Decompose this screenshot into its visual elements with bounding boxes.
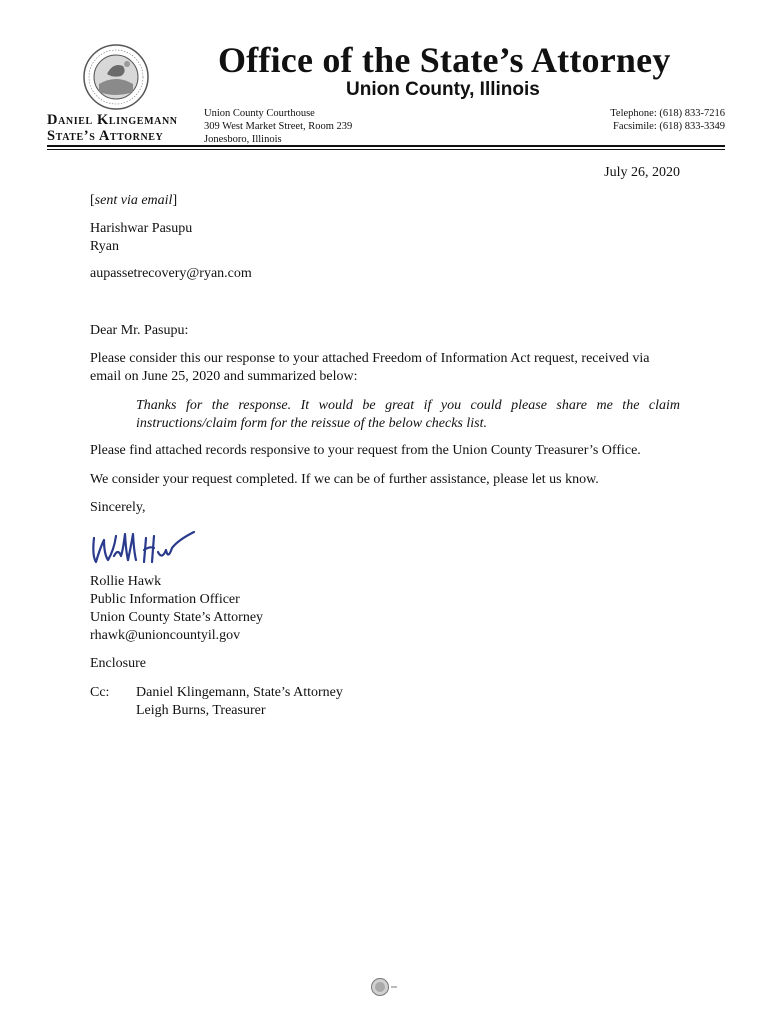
quoted-request: Thanks for the response. It would be great if you could please share me the claim instructions/claim form for the reissue of the below checks list. [136, 398, 680, 431]
cc-list [136, 684, 343, 720]
recipient-block [90, 220, 680, 256]
signer-email: rhawk@unioncountyil.gov [90, 628, 241, 643]
office-address [204, 107, 352, 146]
signer-name: Rollie Hawk [90, 574, 162, 589]
salutation: Dear Mr. Pasupu: [90, 323, 189, 338]
recipient-name: Harishwar Pasupu [90, 221, 193, 236]
footer-seal-icon [370, 977, 400, 997]
signer-block [90, 573, 680, 645]
state-seal-logo [83, 44, 149, 110]
states-attorney-title: State’s Attorney [47, 128, 164, 144]
telephone: Telephone: (618) 833-7216 [610, 108, 725, 119]
page-title: Office of the State’s Attorney [218, 40, 671, 80]
delivery-method: sent via email [94, 193, 173, 208]
letter-date: July 26, 2020 [604, 165, 680, 180]
signer-office: Union County State’s Attorney [90, 610, 264, 625]
delivery-note: [sent via email] [90, 193, 178, 208]
page-subtitle: Union County, Illinois [346, 79, 540, 100]
address-line: Union County Courthouse [204, 108, 315, 119]
enclosure-note: Enclosure [90, 656, 146, 671]
handwritten-signature [88, 526, 200, 570]
contact-numbers [610, 107, 725, 133]
closing: Sincerely, [90, 500, 146, 515]
header-rule [47, 145, 725, 147]
cc-recipient: Leigh Burns, Treasurer [136, 703, 266, 718]
cc-recipient: Daniel Klingemann, State’s Attorney [136, 685, 343, 700]
recipient-email: aupassetrecovery@ryan.com [90, 266, 252, 281]
paragraph-completed: We consider your request completed. If we can be of further assistance, please let us know. [90, 472, 599, 487]
signer-title: Public Information Officer [90, 592, 240, 607]
cc-label: Cc: [90, 685, 110, 700]
facsimile: Facsimile: (618) 833-3349 [613, 121, 725, 132]
states-attorney-name: Daniel Klingemann [47, 112, 178, 128]
header-rule-thin [47, 149, 725, 150]
address-line: Jonesboro, Illinois [204, 134, 282, 145]
paragraph-intro: Please consider this our response to your attached Freedom of Information Act request, received via email on June 25, 2020 and summarized below: [90, 351, 650, 384]
paragraph-records: Please find attached records responsive to your request from the Union County Treasurer’s Office. [90, 443, 641, 458]
address-line: 309 West Market Street, Room 239 [204, 121, 353, 132]
recipient-org: Ryan [90, 239, 119, 254]
